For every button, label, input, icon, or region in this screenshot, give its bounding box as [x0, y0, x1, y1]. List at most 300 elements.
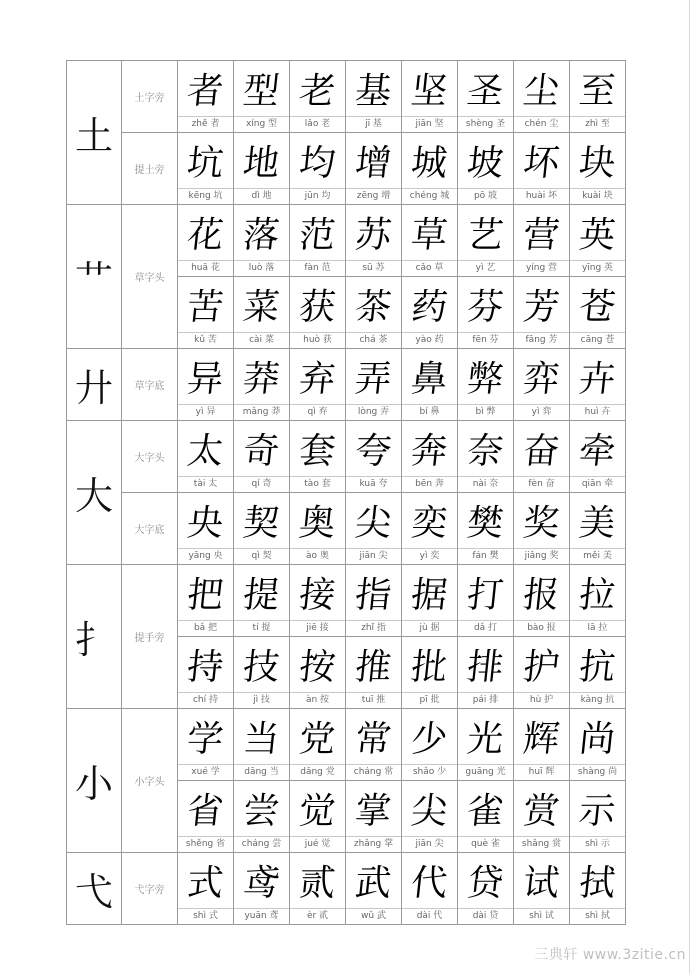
calligraphy-character: 苍 [577, 287, 618, 328]
calligraphy-character: 茶 [353, 287, 394, 328]
radical-label: 提土旁 [122, 133, 178, 205]
character-cell [178, 349, 234, 421]
radical-label: 土字旁 [122, 61, 178, 133]
character-cell [290, 277, 346, 349]
radical-label: 弋字旁 [122, 853, 178, 925]
character-cell [570, 133, 626, 205]
calligraphy-character: 贷 [465, 863, 506, 904]
calligraphy-character: 樊 [465, 503, 506, 544]
character-cell [178, 565, 234, 637]
calligraphy-character: 把 [185, 575, 226, 616]
calligraphy-character: 药 [409, 287, 450, 328]
calligraphy-character: 地 [241, 143, 282, 184]
calligraphy-character: 苦 [185, 287, 226, 328]
pinyin-label: chí 持 [192, 695, 218, 705]
calligraphy-character: 党 [297, 719, 338, 760]
pinyin-label: dài 代 [416, 911, 443, 921]
character-cell [570, 421, 626, 493]
character-cell [458, 493, 514, 565]
pinyin-label: yì 艺 [475, 263, 496, 273]
pinyin-label: tí 提 [252, 623, 271, 633]
character-cell [402, 493, 458, 565]
pinyin-label: bào 报 [527, 623, 556, 633]
radical-label: 大字底 [122, 493, 178, 565]
character-cell [234, 709, 290, 781]
character-cell [178, 853, 234, 925]
character-row [67, 493, 626, 565]
calligraphy-character: 持 [185, 647, 226, 688]
character-cell [290, 133, 346, 205]
character-cell [570, 637, 626, 709]
character-cell [290, 61, 346, 133]
pinyin-label: fán 樊 [472, 551, 499, 561]
calligraphy-character: 坑 [185, 143, 226, 184]
calligraphy-character: 莽 [241, 359, 282, 400]
character-cell [346, 421, 402, 493]
pinyin-label: zhě 者 [191, 119, 220, 129]
character-cell [290, 421, 346, 493]
pinyin-label: shǎng 赏 [521, 839, 562, 849]
pinyin-label: dì 地 [251, 191, 272, 201]
pinyin-label: lòng 弄 [357, 407, 390, 417]
pinyin-label: tuī 推 [361, 695, 386, 705]
calligraphy-character: 抗 [577, 647, 618, 688]
calligraphy-character: 异 [185, 359, 226, 400]
pinyin-label: shàng 尚 [577, 767, 618, 777]
calligraphy-character: 奈 [465, 431, 506, 472]
calligraphy-character: 弄 [353, 359, 394, 400]
calligraphy-character: 拉 [577, 575, 618, 616]
calligraphy-character: 苏 [353, 215, 394, 256]
character-cell [514, 349, 570, 421]
pinyin-label: fēn 芬 [472, 335, 499, 345]
calligraphy-character: 至 [577, 71, 618, 112]
calligraphy-character: 尝 [241, 791, 282, 832]
pinyin-label: měi 美 [583, 551, 612, 561]
pinyin-label: huì 卉 [584, 407, 611, 417]
character-cell [178, 277, 234, 349]
character-cell [514, 493, 570, 565]
pinyin-label: shì 示 [585, 839, 610, 849]
calligraphy-character: 接 [297, 575, 338, 616]
calligraphy-character: 试 [521, 863, 562, 904]
pinyin-label: shì 拭 [585, 911, 610, 921]
pinyin-label: yì 弈 [531, 407, 552, 417]
character-cell [346, 709, 402, 781]
character-cell [458, 133, 514, 205]
character-cell [346, 853, 402, 925]
calligraphy-character: 鸢 [241, 863, 282, 904]
character-cell [402, 349, 458, 421]
character-cell [346, 493, 402, 565]
calligraphy-character: 英 [577, 215, 618, 256]
pinyin-label: bí 鼻 [419, 407, 440, 417]
calligraphy-character: 按 [297, 647, 338, 688]
pinyin-label: shěng 省 [185, 839, 226, 849]
calligraphy-character: 光 [465, 719, 506, 760]
radical-label: 小字头 [122, 709, 178, 853]
pinyin-label: chá 茶 [359, 335, 388, 345]
character-cell [570, 853, 626, 925]
pinyin-label: què 雀 [471, 839, 500, 849]
character-cell [178, 133, 234, 205]
character-cell [570, 205, 626, 277]
character-cell [178, 637, 234, 709]
calligraphy-character: 鼻 [409, 359, 450, 400]
calligraphy-character: 芬 [465, 287, 506, 328]
character-cell [402, 637, 458, 709]
pinyin-label: bǎ 把 [193, 623, 218, 633]
calligraphy-character: 坚 [409, 71, 450, 112]
character-cell [402, 61, 458, 133]
pinyin-label: jù 据 [419, 623, 440, 633]
calligraphy-character: 辉 [521, 719, 562, 760]
pinyin-label: lǎo 老 [304, 119, 331, 129]
calligraphy-character: 武 [353, 863, 394, 904]
calligraphy-character: 太 [185, 431, 226, 472]
character-cell [458, 61, 514, 133]
character-cell [290, 709, 346, 781]
radical-label: 草字底 [122, 349, 178, 421]
character-cell [178, 61, 234, 133]
calligraphy-character: 契 [241, 503, 282, 544]
pinyin-label: xué 学 [191, 767, 220, 777]
pinyin-label: yì 奕 [419, 551, 440, 561]
pinyin-label: qiān 牵 [581, 479, 614, 489]
pinyin-label: èr 贰 [306, 911, 329, 921]
calligraphy-character: 芳 [521, 287, 562, 328]
calligraphy-character: 奔 [409, 431, 450, 472]
calligraphy-character: 牵 [577, 431, 618, 472]
pinyin-label: cháng 常 [353, 767, 394, 777]
pinyin-label: jiān 尖 [359, 551, 388, 561]
pinyin-label: kēng 坑 [188, 191, 223, 201]
pinyin-label: yíng 营 [525, 263, 558, 273]
pinyin-label: huò 获 [303, 335, 332, 345]
character-cell [290, 637, 346, 709]
calligraphy-character: 圣 [465, 71, 506, 112]
calligraphy-character: 尚 [577, 719, 618, 760]
calligraphy-character: 型 [241, 71, 282, 112]
character-cell [234, 133, 290, 205]
pinyin-label: kuā 夸 [359, 479, 388, 489]
calligraphy-character: 花 [185, 215, 226, 256]
calligraphy-character: 尖 [353, 503, 394, 544]
character-row [67, 709, 626, 781]
character-row [67, 421, 626, 493]
calligraphy-character: 夸 [353, 431, 394, 472]
pinyin-label: kuài 块 [582, 191, 613, 201]
pinyin-label: kàng 抗 [580, 695, 615, 705]
calligraphy-character: 提 [241, 575, 282, 616]
character-cell [458, 277, 514, 349]
calligraphy-character: 式 [185, 863, 226, 904]
character-cell [570, 565, 626, 637]
character-cell [514, 709, 570, 781]
radical-cell: 小 [67, 709, 122, 853]
pinyin-label: shèng 圣 [465, 119, 506, 129]
character-cell [346, 781, 402, 853]
calligraphy-character: 报 [521, 575, 562, 616]
calligraphy-character: 奥 [297, 503, 338, 544]
radical-cell: 扌 [67, 565, 122, 709]
calligraphy-character: 奋 [521, 431, 562, 472]
pinyin-label: jiān 尖 [415, 839, 444, 849]
calligraphy-character: 者 [185, 71, 226, 112]
pinyin-label: guāng 光 [465, 767, 506, 777]
radical-cell: 艹 [67, 205, 122, 349]
pinyin-label: luò 落 [248, 263, 275, 273]
radical-cell: 大 [67, 421, 122, 565]
calligraphy-character: 老 [297, 71, 338, 112]
character-cell [234, 61, 290, 133]
calligraphy-character: 觉 [297, 791, 338, 832]
character-cell [178, 205, 234, 277]
character-cell [346, 277, 402, 349]
radical-label: 草字头 [122, 205, 178, 349]
pinyin-label: yīng 英 [581, 263, 614, 273]
calligraphy-character: 央 [185, 503, 226, 544]
character-cell [234, 205, 290, 277]
calligraphy-character: 赏 [521, 791, 562, 832]
calligraphy-character: 奖 [521, 503, 562, 544]
pinyin-label: huī 辉 [528, 767, 555, 777]
radical-cell: 廾 [67, 349, 122, 421]
calligraphy-character: 打 [465, 575, 506, 616]
radical-label: 大字头 [122, 421, 178, 493]
character-row [67, 61, 626, 133]
pinyin-label: qí 奇 [251, 479, 272, 489]
character-cell [178, 493, 234, 565]
calligraphy-character: 奕 [409, 503, 450, 544]
character-cell [290, 205, 346, 277]
pinyin-label: qì 弃 [307, 407, 328, 417]
radical-cell: 弋 [67, 853, 122, 925]
calligraphy-character: 当 [241, 719, 282, 760]
calligraphy-character: 代 [409, 863, 450, 904]
character-cell [570, 781, 626, 853]
character-cell [234, 349, 290, 421]
character-row [67, 133, 626, 205]
character-cell [290, 781, 346, 853]
calligraphy-character: 弊 [465, 359, 506, 400]
pinyin-label: jiān 坚 [415, 119, 444, 129]
pinyin-label: shǎo 少 [412, 767, 447, 777]
calligraphy-character: 拭 [577, 863, 618, 904]
pinyin-label: sū 苏 [362, 263, 385, 273]
character-row [67, 853, 626, 925]
pinyin-label: zēng 增 [356, 191, 391, 201]
character-cell [514, 133, 570, 205]
pinyin-label: jūn 均 [304, 191, 331, 201]
character-cell [346, 205, 402, 277]
character-cell [290, 565, 346, 637]
calligraphy-character: 美 [577, 503, 618, 544]
calligraphy-character: 菜 [241, 287, 282, 328]
character-cell [178, 709, 234, 781]
character-cell [346, 61, 402, 133]
calligraphy-character: 学 [185, 719, 226, 760]
calligraphy-character: 坏 [521, 143, 562, 184]
pinyin-label: huā 花 [191, 263, 220, 273]
character-cell [514, 781, 570, 853]
character-cell [514, 565, 570, 637]
calligraphy-character: 弃 [297, 359, 338, 400]
pinyin-label: shì 试 [529, 911, 554, 921]
calligraphy-character: 均 [297, 143, 338, 184]
calligraphy-character: 掌 [353, 791, 394, 832]
character-cell [458, 853, 514, 925]
character-cell [290, 853, 346, 925]
calligraphy-character: 护 [521, 647, 562, 688]
pinyin-label: tài 太 [193, 479, 218, 489]
character-cell [402, 133, 458, 205]
pinyin-label: pái 排 [472, 695, 499, 705]
calligraphy-character: 雀 [465, 791, 506, 832]
pinyin-label: bì 弊 [475, 407, 496, 417]
calligraphy-character: 奇 [241, 431, 282, 472]
pinyin-label: cháng 尝 [241, 839, 282, 849]
calligraphy-character: 排 [465, 647, 506, 688]
pinyin-label: kǔ 苦 [194, 335, 217, 345]
character-cell [402, 781, 458, 853]
calligraphy-character: 坡 [465, 143, 506, 184]
pinyin-label: yì 异 [195, 407, 216, 417]
character-cell [234, 277, 290, 349]
character-cell [514, 853, 570, 925]
character-cell [346, 637, 402, 709]
pinyin-label: fèn 奋 [528, 479, 555, 489]
pinyin-label: nài 奈 [472, 479, 499, 489]
pinyin-label: dài 贷 [472, 911, 499, 921]
calligraphy-character: 示 [577, 791, 618, 832]
pinyin-label: hù 护 [529, 695, 554, 705]
pinyin-label: wǔ 武 [361, 911, 386, 921]
character-cell [458, 637, 514, 709]
pinyin-label: shì 式 [193, 911, 218, 921]
pinyin-label: cǎo 草 [415, 263, 444, 273]
pinyin-label: xíng 型 [245, 119, 278, 129]
calligraphy-character: 获 [297, 287, 338, 328]
pinyin-label: fāng 芳 [525, 335, 558, 345]
pinyin-label: jiē 接 [306, 623, 329, 633]
pinyin-label: dǎ 打 [473, 623, 498, 633]
character-cell [178, 421, 234, 493]
calligraphy-character: 落 [241, 215, 282, 256]
pinyin-label: dǎng 党 [300, 767, 335, 777]
pinyin-label: jiǎng 奖 [524, 551, 559, 561]
pinyin-label: jì 技 [253, 695, 270, 705]
character-cell [234, 637, 290, 709]
character-cell [234, 565, 290, 637]
calligraphy-character: 营 [521, 215, 562, 256]
character-cell [514, 637, 570, 709]
character-cell [234, 853, 290, 925]
calligraphy-character: 尖 [409, 791, 450, 832]
pinyin-label: qì 契 [251, 551, 272, 561]
calligraphy-character: 范 [297, 215, 338, 256]
pinyin-label: lā 拉 [587, 623, 608, 633]
pinyin-label: mǎng 莽 [242, 407, 281, 417]
character-row [67, 205, 626, 277]
character-cell [402, 421, 458, 493]
character-cell [346, 133, 402, 205]
calligraphy-character: 城 [409, 143, 450, 184]
character-cell [570, 61, 626, 133]
character-cell [570, 709, 626, 781]
calligraphy-character: 弈 [521, 359, 562, 400]
character-cell [402, 277, 458, 349]
pinyin-label: yāng 央 [188, 551, 223, 561]
calligraphy-character: 少 [409, 719, 450, 760]
character-cell [458, 205, 514, 277]
calligraphy-character: 省 [185, 791, 226, 832]
pinyin-label: cāng 苍 [580, 335, 615, 345]
pinyin-label: cài 菜 [249, 335, 274, 345]
calligraphy-character: 据 [409, 575, 450, 616]
character-cell [458, 421, 514, 493]
character-cell [290, 493, 346, 565]
calligraphy-character: 贰 [297, 863, 338, 904]
character-cell [402, 565, 458, 637]
pinyin-label: bēn 奔 [415, 479, 444, 489]
character-cell [514, 277, 570, 349]
character-cell [402, 709, 458, 781]
character-cell [346, 349, 402, 421]
character-cell [514, 421, 570, 493]
character-cell [290, 349, 346, 421]
page-right-edge [689, 0, 690, 974]
character-cell [346, 565, 402, 637]
calligraphy-character: 常 [353, 719, 394, 760]
character-row [67, 349, 626, 421]
calligraphy-character: 套 [297, 431, 338, 472]
pinyin-label: fàn 范 [304, 263, 331, 273]
pinyin-label: jué 觉 [304, 839, 331, 849]
calligraphy-character: 草 [409, 215, 450, 256]
character-cell [570, 277, 626, 349]
character-cell [234, 781, 290, 853]
pinyin-label: chén 尘 [524, 119, 559, 129]
character-cell [570, 349, 626, 421]
pinyin-label: pī 批 [419, 695, 440, 705]
character-cell [458, 565, 514, 637]
calligraphy-character: 批 [409, 647, 450, 688]
pinyin-label: chéng 城 [409, 191, 450, 201]
calligraphy-character: 推 [353, 647, 394, 688]
pinyin-label: yào 药 [415, 335, 444, 345]
site-watermark: 三典轩 www.3zitie.cn [534, 947, 686, 963]
character-row [67, 565, 626, 637]
pinyin-label: tào 套 [304, 479, 331, 489]
calligraphy-character: 艺 [465, 215, 506, 256]
pinyin-label: yuān 鸢 [244, 911, 279, 921]
calligraphy-character: 块 [577, 143, 618, 184]
character-practice-sheet [66, 60, 626, 925]
calligraphy-character: 尘 [521, 71, 562, 112]
pinyin-label: zhǎng 掌 [353, 839, 394, 849]
character-cell [458, 709, 514, 781]
character-cell [178, 781, 234, 853]
pinyin-label: dāng 当 [244, 767, 279, 777]
character-cell [234, 421, 290, 493]
character-cell [402, 205, 458, 277]
calligraphy-character: 技 [241, 647, 282, 688]
radical-label: 提手旁 [122, 565, 178, 709]
pinyin-label: ào 奥 [306, 551, 329, 561]
pinyin-label: huài 坏 [525, 191, 558, 201]
character-cell [514, 61, 570, 133]
